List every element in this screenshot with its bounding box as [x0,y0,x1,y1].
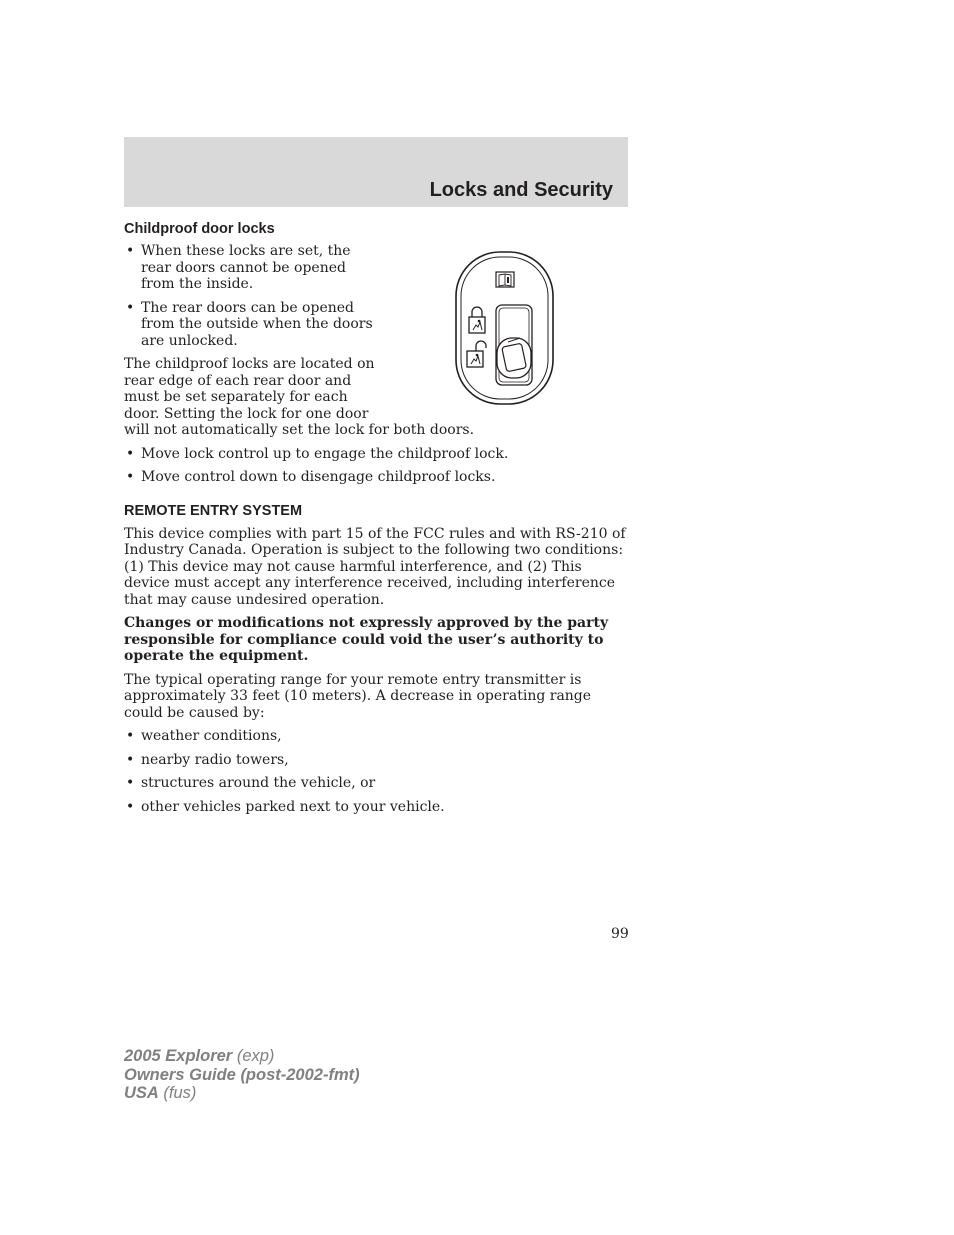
fcc-paragraph: This device complies with part 15 of the FCC rules and with RS-210 of Industry Canada. Operation is subject to the following two conditions: (1) This device may not cause harmful interference, and (2) This device must accept any interference received, including interference that may cause undesired operation. [124,525,626,608]
text-line: must be set separately for each [124,389,348,405]
remote-entry-heading: REMOTE ENTRY SYSTEM [124,502,303,519]
childproof-bullet-list [124,243,379,349]
list-item: • structures around the vehicle, or [124,775,628,792]
page-number: 99 [611,926,629,942]
footer-model-code: (exp) [232,1047,275,1065]
footer-market: USA [124,1084,159,1102]
text-line: The childproof locks are located on [124,356,375,372]
modification-warning: Changes or modifications not expressly approved by the party responsible for compliance could void the user’s authority to operate the equipment. [124,615,609,664]
childproof-instruction-list [124,446,628,486]
list-item: • When these locks are set, the rear doors cannot be opened from the inside. [124,243,379,293]
document-footer [124,1047,360,1103]
list-item: • The rear doors can be opened from the outside when the doors are unlocked. [124,300,379,350]
footer-model: 2005 Explorer [124,1047,233,1065]
list-item: • weather conditions, [124,728,628,745]
childproof-location-paragraph [124,356,628,439]
range-paragraph: The typical operating range for your remote entry transmitter is approximately 33 feet (10 meters). A decrease in operating range could be caused by: [124,671,592,721]
footer-line [124,1066,360,1085]
childproof-heading: Childproof door locks [124,221,275,237]
footer-guide: Owners Guide (post-2002-fmt) [124,1065,360,1084]
list-item: • nearby radio towers, [124,752,628,769]
section-header-band [124,137,628,207]
page-content [124,220,628,822]
footer-market-code: (fus) [158,1084,197,1102]
list-item: • other vehicles parked next to your vehicle. [124,799,628,816]
section-title: Locks and Security [429,179,613,201]
footer-line [124,1084,360,1103]
text-line: door. Setting the lock for one door [124,405,369,422]
text-line: will not automatically set the lock for both doors. [124,422,475,438]
range-factors-list [124,728,628,815]
list-item: • Move control down to disengage childproof locks. [124,469,628,486]
footer-line [124,1047,360,1066]
list-item: • Move lock control up to engage the childproof lock. [124,446,628,463]
text-line: rear edge of each rear door and [124,372,352,389]
